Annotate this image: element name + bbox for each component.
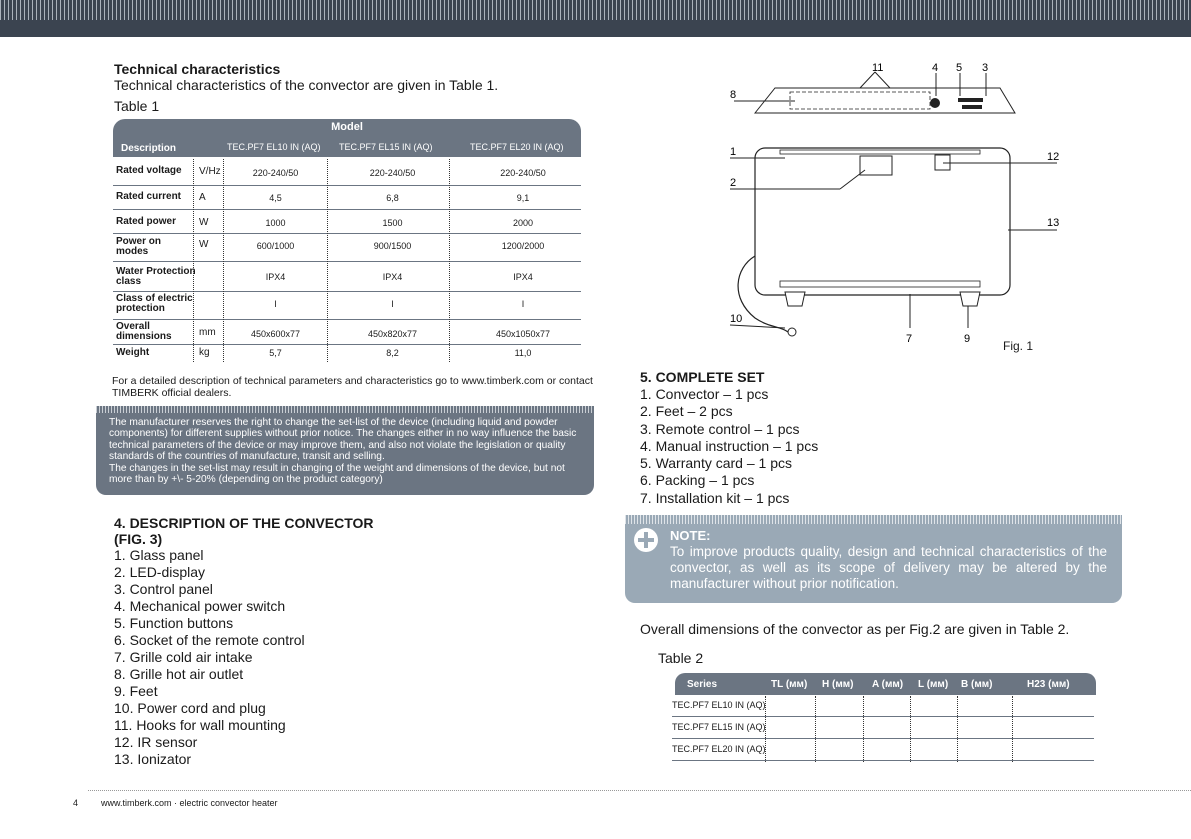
table-row bbox=[113, 185, 581, 210]
callout-10: 10 bbox=[730, 313, 743, 325]
banner-stripes bbox=[0, 0, 1191, 20]
col-header: A (мм) bbox=[872, 679, 904, 690]
footer-divider bbox=[88, 790, 1191, 791]
table-row bbox=[113, 291, 581, 320]
column-divider bbox=[863, 696, 864, 762]
col-header: H (мм) bbox=[822, 679, 854, 690]
table1-header bbox=[113, 119, 581, 157]
col-header: L (мм) bbox=[918, 679, 949, 690]
series-cell: TEC.PF7 EL15 IN (AQ) bbox=[672, 722, 766, 732]
callout-9: 9 bbox=[964, 333, 971, 345]
column-divider bbox=[957, 696, 958, 762]
row-cell: 4,5 bbox=[269, 193, 282, 203]
tech-footnote: For a detailed description of technical parameters and characteristics go to www.timberk.com or contact TIMBERK official dealers. bbox=[112, 375, 593, 399]
list-item: 10. Power cord and plug bbox=[114, 700, 266, 716]
row-cell: 220-240/50 bbox=[369, 168, 416, 178]
list-item: 3. Control panel bbox=[114, 581, 213, 597]
table1-label: Table 1 bbox=[114, 98, 160, 114]
column-divider bbox=[910, 696, 911, 762]
list-item: 3. Remote control – 1 pcs bbox=[640, 420, 800, 437]
table-row bbox=[672, 739, 1094, 761]
list-item: 9. Feet bbox=[114, 683, 158, 699]
note-body: To improve products quality, design and technical characteristics of the convector, as well as its scope of delivery may be altered by the manufacturer without prior notification. bbox=[670, 544, 1107, 591]
plus-icon bbox=[634, 528, 658, 552]
row-cell: I bbox=[391, 299, 394, 309]
list-item: 6. Packing – 1 pcs bbox=[640, 472, 755, 489]
callout-4: 4 bbox=[932, 62, 939, 74]
notice-text-2: The changes in the set-list may result in changing of the weight and dimensions of the device, but not more than by +\- 5-20% (depending on the product category) bbox=[109, 462, 565, 486]
row-cell: 220-240/50 bbox=[500, 168, 546, 178]
callout-3: 3 bbox=[982, 62, 989, 74]
row-cell: 6,8 bbox=[386, 193, 399, 203]
row-cell: 1000 bbox=[265, 218, 286, 228]
list-item: 4. Mechanical power switch bbox=[114, 598, 286, 614]
foot-left bbox=[785, 292, 805, 306]
figure-caption: Fig. 1 bbox=[1003, 339, 1034, 353]
callout-1: 1 bbox=[730, 146, 737, 158]
page-number: 4 bbox=[73, 798, 79, 808]
row-label: Overall dimensions bbox=[116, 321, 172, 342]
row-unit: mm bbox=[199, 327, 216, 338]
list-item: 5. Warranty card – 1 pcs bbox=[640, 455, 792, 472]
table-row bbox=[113, 319, 581, 345]
list-item: 5. Function buttons bbox=[114, 615, 234, 631]
column-divider bbox=[1012, 696, 1013, 762]
dimensions-intro: Overall dimensions of the convector as per Fig.2 are given in Table 2. bbox=[640, 621, 1070, 637]
series-cell: TEC.PF7 EL10 IN (AQ) bbox=[672, 700, 766, 710]
row-cell: 9,1 bbox=[516, 193, 530, 203]
table2-header bbox=[675, 673, 1096, 695]
row-unit: V/Hz bbox=[199, 166, 221, 177]
series-cell: TEC.PF7 EL20 IN (AQ) bbox=[672, 744, 766, 754]
row-cell: 1200/2000 bbox=[501, 241, 545, 251]
row-label: Power on modes bbox=[116, 236, 162, 257]
row-unit: A bbox=[199, 192, 206, 203]
row-cell: 1500 bbox=[382, 218, 403, 228]
list-item: 4. Manual instruction – 1 pcs bbox=[640, 437, 819, 454]
callout-7: 7 bbox=[906, 333, 913, 345]
notice-box bbox=[96, 406, 594, 495]
column-divider bbox=[193, 159, 194, 362]
model-col-3: TEC.PF7 EL20 IN (AQ) bbox=[470, 142, 564, 152]
hot-air-grille bbox=[790, 92, 930, 109]
list-item: 6. Socket of the remote control bbox=[114, 632, 305, 648]
power-switch-icon bbox=[930, 98, 940, 108]
top-banner bbox=[0, 0, 1191, 37]
footer-text: www.timberk.com · electric convector heater bbox=[101, 798, 278, 808]
note-title: NOTE: bbox=[670, 528, 711, 543]
section4-list bbox=[114, 547, 305, 768]
list-item: 1. Glass panel bbox=[114, 547, 204, 563]
note-stripes bbox=[625, 515, 1122, 524]
tech-subtitle: Technical characteristics of the convector are given in Table 1. bbox=[114, 77, 499, 93]
row-cell: 450x820x77 bbox=[367, 329, 418, 339]
list-item: 2. LED-display bbox=[114, 564, 206, 580]
cold-air-grille bbox=[780, 281, 980, 287]
row-cell: 220-240/50 bbox=[252, 168, 299, 178]
control-panel-icon bbox=[958, 98, 983, 102]
list-item: 11. Hooks for wall mounting bbox=[114, 717, 286, 733]
list-item: 12. IR sensor bbox=[114, 734, 198, 750]
row-label: Weight bbox=[116, 347, 150, 358]
row-cell: IPX4 bbox=[382, 272, 403, 282]
table-row bbox=[113, 233, 581, 262]
col-header: H23 (мм) bbox=[1027, 679, 1070, 690]
row-label: Water Protection class bbox=[116, 266, 196, 287]
row-cell: 11,0 bbox=[514, 348, 532, 358]
note-box bbox=[625, 515, 1122, 603]
model-col-2: TEC.PF7 EL15 IN (AQ) bbox=[339, 142, 433, 152]
callout-line bbox=[730, 325, 785, 328]
col-header: TL (мм) bbox=[771, 679, 808, 690]
notice-stripes bbox=[96, 406, 594, 413]
list-item: 13. Ionizator bbox=[114, 751, 192, 767]
row-cell: 2000 bbox=[512, 218, 534, 228]
plug-icon bbox=[788, 328, 796, 336]
model-col-1: TEC.PF7 EL10 IN (AQ) bbox=[227, 142, 321, 152]
tech-title: Technical characteristics bbox=[114, 61, 281, 77]
list-item: 2. Feet – 2 pcs bbox=[640, 403, 733, 420]
col-header: Series bbox=[687, 679, 718, 690]
list-item: 8. Grille hot air outlet bbox=[114, 666, 244, 682]
callout-11: 11 bbox=[872, 62, 884, 74]
col-header: B (мм) bbox=[961, 679, 993, 690]
foot-right bbox=[960, 292, 980, 306]
column-divider bbox=[815, 696, 816, 762]
column-divider bbox=[449, 159, 450, 362]
callout-13: 13 bbox=[1047, 217, 1060, 229]
row-cell: IPX4 bbox=[265, 272, 286, 282]
convector-front bbox=[755, 148, 1010, 295]
callout-8: 8 bbox=[730, 89, 737, 101]
row-cell: I bbox=[521, 299, 525, 309]
table2-label: Table 2 bbox=[658, 650, 704, 666]
table-row bbox=[672, 695, 1094, 717]
row-unit: W bbox=[199, 217, 209, 228]
section4-heading bbox=[114, 515, 374, 547]
row-cell: I bbox=[274, 299, 277, 309]
row-cell: 8,2 bbox=[386, 348, 399, 358]
row-label: Rated power bbox=[116, 216, 177, 227]
column-divider bbox=[765, 696, 766, 762]
row-label: Rated voltage bbox=[116, 165, 182, 176]
row-unit: kg bbox=[199, 347, 210, 358]
model-header: Model bbox=[331, 121, 363, 133]
row-label: Class of electric protection bbox=[116, 293, 193, 314]
row-cell: IPX4 bbox=[513, 272, 533, 282]
table-row bbox=[113, 261, 581, 292]
column-divider bbox=[327, 159, 328, 362]
section5-title: 5. COMPLETE SET bbox=[640, 369, 765, 385]
row-cell: 600/1000 bbox=[256, 241, 295, 251]
list-item: 7. Grille cold air intake bbox=[114, 649, 253, 665]
callout-5: 5 bbox=[956, 62, 963, 74]
section4-title: 4. DESCRIPTION OF THE CONVECTOR bbox=[114, 515, 374, 531]
section4-title-fig: (FIG. 3) bbox=[114, 531, 163, 547]
table-row bbox=[113, 209, 581, 234]
hooks-callout-line bbox=[860, 72, 890, 88]
led-display bbox=[860, 156, 892, 175]
column-divider bbox=[223, 159, 224, 362]
row-cell: 450x1050x77 bbox=[495, 329, 551, 339]
section5-list bbox=[640, 386, 818, 507]
row-cell: 5,7 bbox=[269, 348, 282, 358]
callout-2: 2 bbox=[730, 177, 737, 189]
glass-panel-top bbox=[780, 150, 980, 154]
row-cell: 450x600x77 bbox=[250, 329, 301, 339]
row-label: Rated current bbox=[116, 191, 182, 202]
notice-text: The manufacturer reserves the right to change the set-list of the device (including liquid and powder components) for different supplies without prior notice. The changes either in no way influence the basic technical parameters of the device or may improve them, and also not violate the legislation or quality standards of the countries of manufacture, transit and selling. bbox=[109, 417, 577, 463]
list-item: 1. Convector – 1 pcs bbox=[640, 386, 769, 402]
table-row bbox=[672, 717, 1094, 739]
row-unit: W bbox=[199, 239, 209, 250]
power-cord bbox=[738, 256, 788, 332]
table-row bbox=[113, 344, 581, 362]
function-buttons-icon bbox=[962, 105, 982, 109]
callout-12: 12 bbox=[1047, 151, 1060, 163]
table-row bbox=[113, 157, 581, 186]
row-cell: 900/1500 bbox=[373, 241, 412, 251]
description-header: Description bbox=[121, 143, 177, 154]
convector-figure bbox=[700, 58, 1100, 358]
callout-line bbox=[840, 170, 865, 189]
list-item: 7. Installation kit – 1 pcs bbox=[640, 489, 790, 506]
